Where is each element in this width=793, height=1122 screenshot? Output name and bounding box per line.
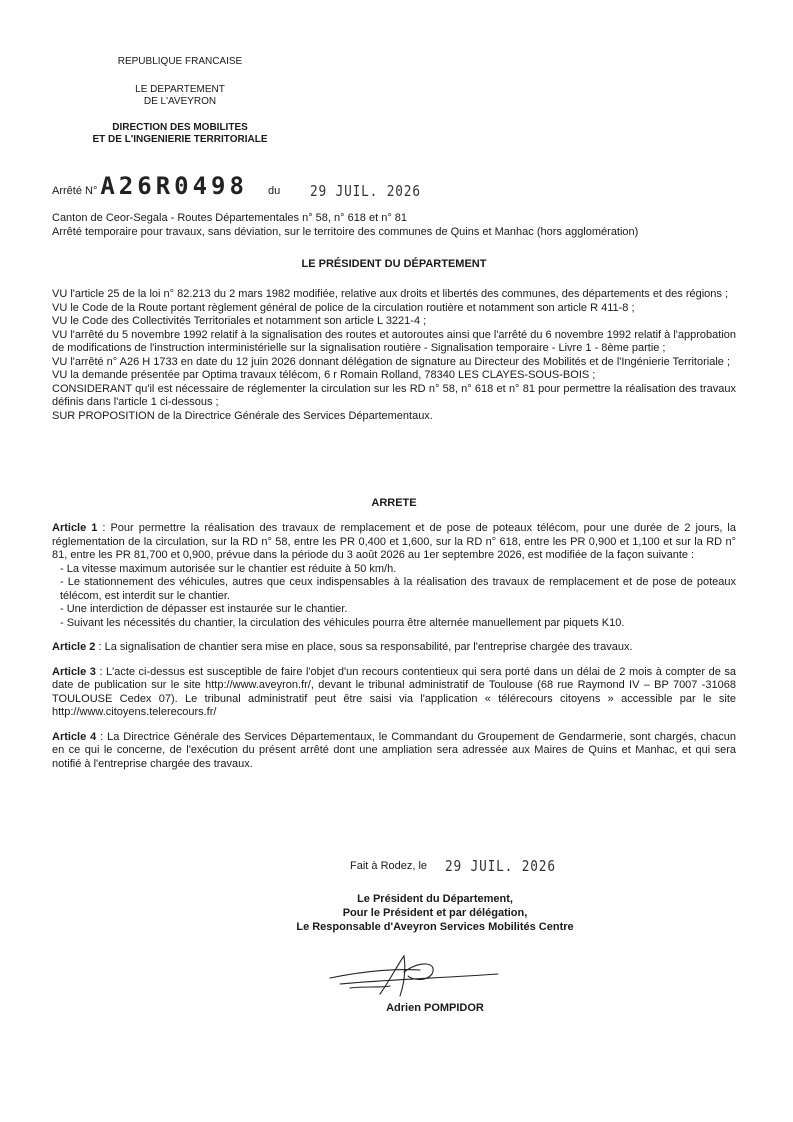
article-1-label: Article 1 <box>52 522 98 534</box>
article-3-text: : L'acte ci-dessus est susceptible de faire l'objet d'un recours contentieux qui sera porté dans un délai de 2 mois à compter de sa date de publication sur le site http://www.aveyron.fr/, devant le tribunal administratif de Toulouse (68 rue Raymond IV – BP 7007 -31068 TOULOUSE Cedex 07). Le tribunal administratif peut être saisi via l'application « télérecours citoyens » accessible par le site http://www.citoyens.telerecours.fr/ <box>52 665 736 718</box>
article-4-label: Article 4 <box>52 730 97 743</box>
visa-item: CONSIDERANT qu'il est nécessaire de réglementer la circulation sur les RD n° 58, n° 618 et n° 81 pour permettre la réalisation des travaux définis dans l'article 1 ci-dessous ; <box>52 382 736 408</box>
article-1-measures <box>52 563 736 631</box>
visa-item: VU le Code de la Route portant règlement général de police de la circulation routière et notamment son article R 411-8 ; <box>52 301 635 314</box>
visa-item: VU la demande présentée par Optima travaux télécom, 6 r Romain Rolland, 78340 LES CLAYES-SOUS-BOIS ; <box>52 369 596 381</box>
president-title: LE PRÉSIDENT DU DÉPARTEMENT <box>301 258 487 270</box>
article-4-text: : La Directrice Générale des Services Départementaux, le Commandant du Groupement de Gendarmerie, sont chargés, chacun en ce qui le concerne, de l'exécution du présent arrêté dont une ampliation sera adressée aux Maires de Quins et Manhac, et qui sera notifié à l'entreprise chargée des travaux. <box>52 730 736 770</box>
signer-name: Adrien POMPIDOR <box>386 1002 484 1014</box>
measure-item: - Le stationnement des véhicules, autres que ceux indispensables à la réalisation des travaux de remplacement et de pose de poteaux télécom, est interdit sur le chantier. <box>60 576 736 602</box>
arrete-number: A26R0498 <box>100 172 248 200</box>
article-4 <box>52 731 736 772</box>
measure-item: - La vitesse maximum autorisée sur le chantier est réduite à 50 km/h. <box>60 562 397 575</box>
canton-line-2: Arrêté temporaire pour travaux, sans déviation, sur le territoire des communes de Quins et Manhac (hors agglomération) <box>52 225 639 238</box>
republic-header <box>60 56 300 68</box>
republic-label: REPUBLIQUE FRANCAISE <box>117 56 243 67</box>
authority-line-3: Le Responsable d'Aveyron Services Mobilités Centre <box>296 921 574 933</box>
department-line-2: DE L'AVEYRON <box>143 96 217 107</box>
visa-item: VU le Code des Collectivités Territoriales et notamment son article L 3221-4 ; <box>52 315 427 327</box>
article-2 <box>52 641 736 655</box>
fait-label: Fait à Rodez, le <box>350 860 428 872</box>
arrete-reference <box>52 172 441 198</box>
visa-item: SUR PROPOSITION de la Directrice Générale des Services Départementaux. <box>52 409 433 422</box>
signature-place-date <box>350 857 575 875</box>
authority-line-2: Pour le Président et par délégation, <box>342 907 528 919</box>
article-3 <box>52 666 736 720</box>
handwritten-signature-icon <box>320 950 510 1000</box>
fait-date-stamp: 29 JUIL. 2026 <box>445 857 556 875</box>
canton-subject <box>52 212 736 239</box>
article-2-text: : La signalisation de chantier sera mise en place, sous sa responsabilité, par l'entreprise chargée des travaux. <box>95 641 633 653</box>
direction-line-2: ET DE L'INGENIERIE TERRITORIALE <box>92 134 268 145</box>
article-2-label: Article 2 <box>52 641 96 653</box>
visas-list <box>52 288 736 423</box>
department-line-1: LE DEPARTEMENT <box>135 84 225 95</box>
authority-line-1: Le Président du Département, <box>357 893 513 905</box>
direction-line-1: DIRECTION DES MOBILITES <box>112 122 248 133</box>
signature-authority <box>190 892 680 934</box>
department-header <box>60 84 300 108</box>
arrete-du: du <box>267 184 281 197</box>
article-3-label: Article 3 <box>52 665 96 678</box>
direction-header <box>60 122 300 146</box>
visa-item: VU l'arrêté n° A26 H 1733 en date du 12 juin 2026 donnant délégation de signature au Directeur des Mobilités et de l'Ingénierie Territoriale ; <box>52 355 730 368</box>
articles <box>52 522 736 782</box>
measure-item: - Suivant les nécessités du chantier, la circulation des véhicules pourra être alternée manuellement par piquets K10. <box>60 616 625 629</box>
article-1-text: : Pour permettre la réalisation des travaux de remplacement et de pose de poteaux télécom, pour une durée de 2 jours, la réglementation de la circulation, sur la RD n° 58, entre les PR 0,400 et 1,600, sur la RD n° 618, entre les PR 0,900 et 1,100 et sur la RD n° 81, entre les PR 81,700 et 0,900, prévue dans la période du 3 août 2026 au 1er septembre 2026, est modifiée de la façon suivante : <box>52 522 736 561</box>
visa-item: VU l'article 25 de la loi n° 82.213 du 2 mars 1982 modifiée, relative aux droits et libertés des communes, des départements et des régions ; <box>52 288 729 300</box>
measure-item: - Une interdiction de dépasser est instaurée sur le chantier. <box>60 603 348 615</box>
arrete-label: Arrêté N° <box>52 184 98 197</box>
canton-line-1: Canton de Ceor-Segala - Routes Départementales n° 58, n° 618 et n° 81 <box>52 212 408 224</box>
arrete-title: ARRETE <box>371 497 417 509</box>
visa-item: VU l'arrêté du 5 novembre 1992 relatif à la signalisation des routes et autoroutes ainsi que l'arrêté du 6 novembre 1992 relatif à l'approbation de modifications de l'instruction interministérielle sur la signalisation routière - Signalisation temporaire - Livre 1 - 8ème partie ; <box>52 328 736 354</box>
arrete-date-stamp: 29 JUIL. 2026 <box>310 181 422 200</box>
article-1 <box>52 522 736 563</box>
